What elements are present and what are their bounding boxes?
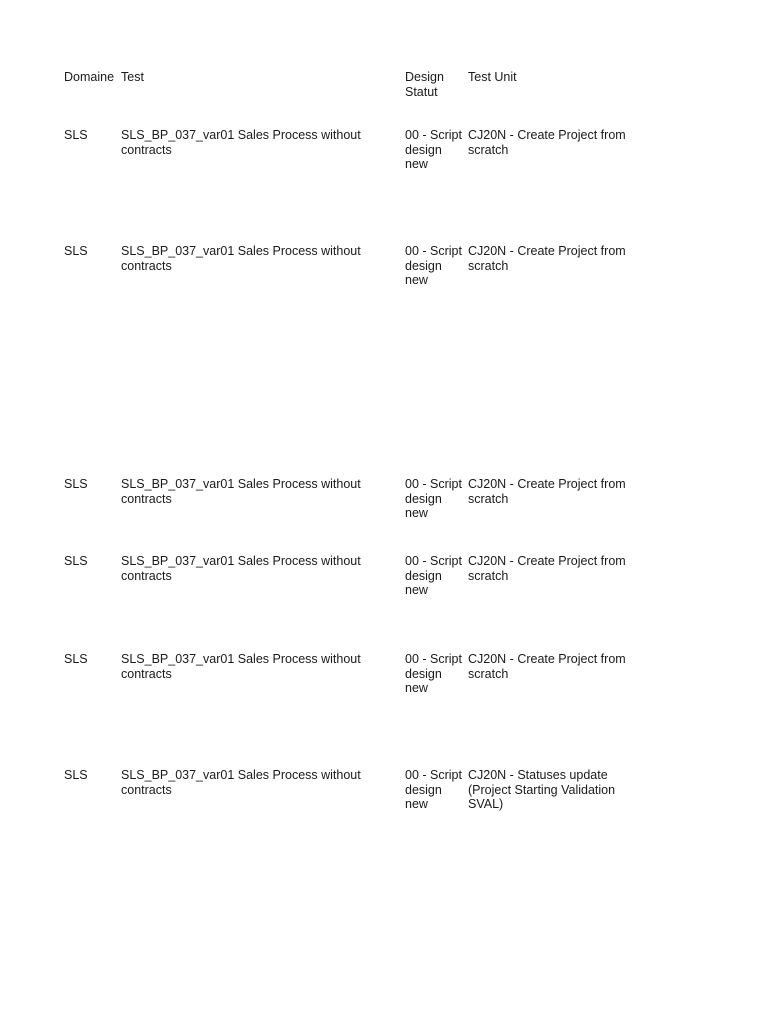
header-test-unit: Test Unit — [468, 70, 517, 84]
cell-design-statut: 00 - Script design new — [405, 768, 462, 812]
cell-test: SLS_BP_037_var01 Sales Process without contracts — [121, 244, 361, 273]
cell-design-statut: 00 - Script design new — [405, 244, 462, 288]
cell-design-statut: 00 - Script design new — [405, 477, 462, 521]
cell-test: SLS_BP_037_var01 Sales Process without contracts — [121, 652, 361, 681]
cell-test-unit: CJ20N - Create Project from scratch — [468, 652, 626, 681]
cell-test-unit: CJ20N - Statuses update (Project Starting Validation SVAL) — [468, 768, 616, 812]
cell-domaine: SLS — [64, 128, 88, 142]
cell-test-unit: CJ20N - Create Project from scratch — [468, 128, 626, 157]
cell-test-unit: CJ20N - Create Project from scratch — [468, 244, 626, 273]
cell-test-unit: CJ20N - Create Project from scratch — [468, 554, 626, 583]
header-domaine: Domaine — [64, 70, 115, 84]
cell-design-statut: 00 - Script design new — [405, 652, 462, 696]
cell-design-statut: 00 - Script design new — [405, 554, 462, 598]
cell-test: SLS_BP_037_var01 Sales Process without contracts — [121, 128, 361, 157]
header-test: Test — [121, 70, 144, 84]
cell-domaine: SLS — [64, 244, 88, 258]
cell-domaine: SLS — [64, 768, 88, 782]
cell-domaine: SLS — [64, 477, 88, 491]
cell-test: SLS_BP_037_var01 Sales Process without contracts — [121, 477, 361, 506]
cell-test-unit: CJ20N - Create Project from scratch — [468, 477, 626, 506]
cell-test: SLS_BP_037_var01 Sales Process without contracts — [121, 554, 361, 583]
cell-test: SLS_BP_037_var01 Sales Process without contracts — [121, 768, 361, 797]
cell-design-statut: 00 - Script design new — [405, 128, 462, 172]
header-design-statut: Design Statut — [405, 70, 444, 99]
cell-domaine: SLS — [64, 554, 88, 568]
cell-domaine: SLS — [64, 652, 88, 666]
